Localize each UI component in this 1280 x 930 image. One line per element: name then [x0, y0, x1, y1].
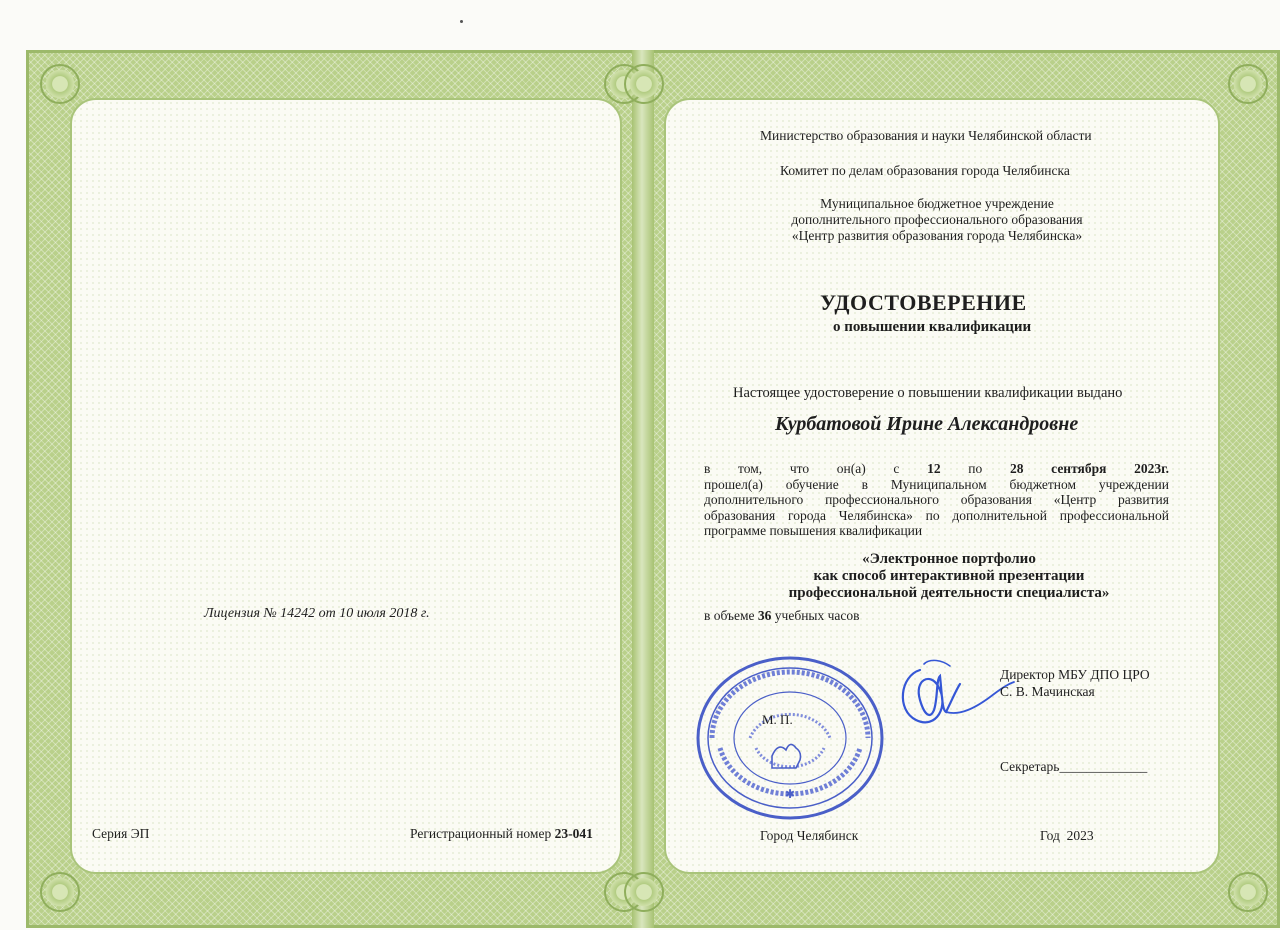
- training-body-text: прошел(а) обучение в Муниципальном бюджетном учреждении дополнительного профессионального образования «Центр развития образования города Челябинска» по дополнительной профессиональной программе повышения квалификации: [704, 476, 1169, 538]
- institution-line: дополнительного профессионального образования: [791, 212, 1083, 227]
- license-info: Лицензия № 14242 от 10 июля 2018 г.: [204, 606, 430, 621]
- certificate-title: УДОСТОВЕРЕНИЕ: [820, 290, 1027, 315]
- director-block: [1000, 666, 1150, 700]
- corner-ornament: [40, 64, 80, 104]
- date-suffix: г.: [1161, 461, 1170, 476]
- date-to: 28: [1009, 461, 1024, 476]
- date-from: 12: [927, 461, 941, 476]
- corner-ornament: [624, 64, 664, 104]
- scan-speck: [460, 20, 463, 23]
- institution-line: Муниципальное бюджетное учреждение: [820, 196, 1054, 211]
- volume-prefix: в объеме: [704, 608, 755, 623]
- reg-value: 23-041: [554, 826, 593, 841]
- dates-mid: по: [968, 461, 983, 476]
- volume-suffix: учебных часов: [774, 608, 860, 623]
- year-label: Год: [1040, 828, 1060, 843]
- date-month-year: сентября 2023: [1051, 461, 1162, 476]
- svg-text:✱: ✱: [784, 787, 796, 801]
- issue-year: [1040, 828, 1094, 844]
- institution-line: «Центр развития образования города Челябинска»: [791, 228, 1083, 243]
- hours-volume: [704, 608, 860, 624]
- corner-ornament: [40, 872, 80, 912]
- city-name: Город Челябинск: [760, 828, 859, 843]
- reg-label: Регистрационный номер: [410, 826, 552, 841]
- stamp-place-label: М. П.: [762, 712, 793, 727]
- official-stamp: [690, 652, 890, 824]
- hours-value: 36: [757, 608, 772, 623]
- recipient-name: Курбатовой Ирине Александровне: [775, 413, 1079, 435]
- corner-ornament: [1228, 872, 1268, 912]
- certificate-series: Серия ЭП: [92, 826, 150, 841]
- issued-text: Настоящее удостоверение о повышении квалификации выдано: [733, 385, 1123, 401]
- certificate-subtitle: о повышении квалификации: [833, 319, 1032, 335]
- training-description: [704, 461, 1169, 539]
- secretary-signature-line: _____________: [1059, 759, 1148, 774]
- ministry-name: Министерство образования и науки Челябинской области: [760, 128, 1092, 143]
- dates-prefix: в том, что он(а) с: [704, 461, 900, 476]
- director-title: Директор МБУ ДПО ЦРО: [1000, 667, 1150, 682]
- secretary-label: Секретарь: [1000, 759, 1060, 774]
- left-page: [70, 98, 622, 874]
- program-line: профессиональной деятельности специалиста»: [788, 585, 1110, 601]
- program-line: как способ интерактивной презентации: [813, 568, 1085, 584]
- training-dates-line: [704, 461, 1169, 477]
- corner-ornament: [1228, 64, 1268, 104]
- year-value: 2023: [1066, 828, 1094, 843]
- secretary-field: [1000, 759, 1147, 775]
- institution-name: [774, 196, 1100, 244]
- corner-ornament: [624, 872, 664, 912]
- director-name: С. В. Мачинская: [1000, 684, 1095, 699]
- program-title: [780, 551, 1118, 602]
- certificate-spine: [632, 50, 654, 928]
- committee-name: Комитет по делам образования города Челябинска: [780, 163, 1070, 178]
- program-line: «Электронное портфолио: [862, 551, 1036, 567]
- registration-number: [410, 826, 593, 842]
